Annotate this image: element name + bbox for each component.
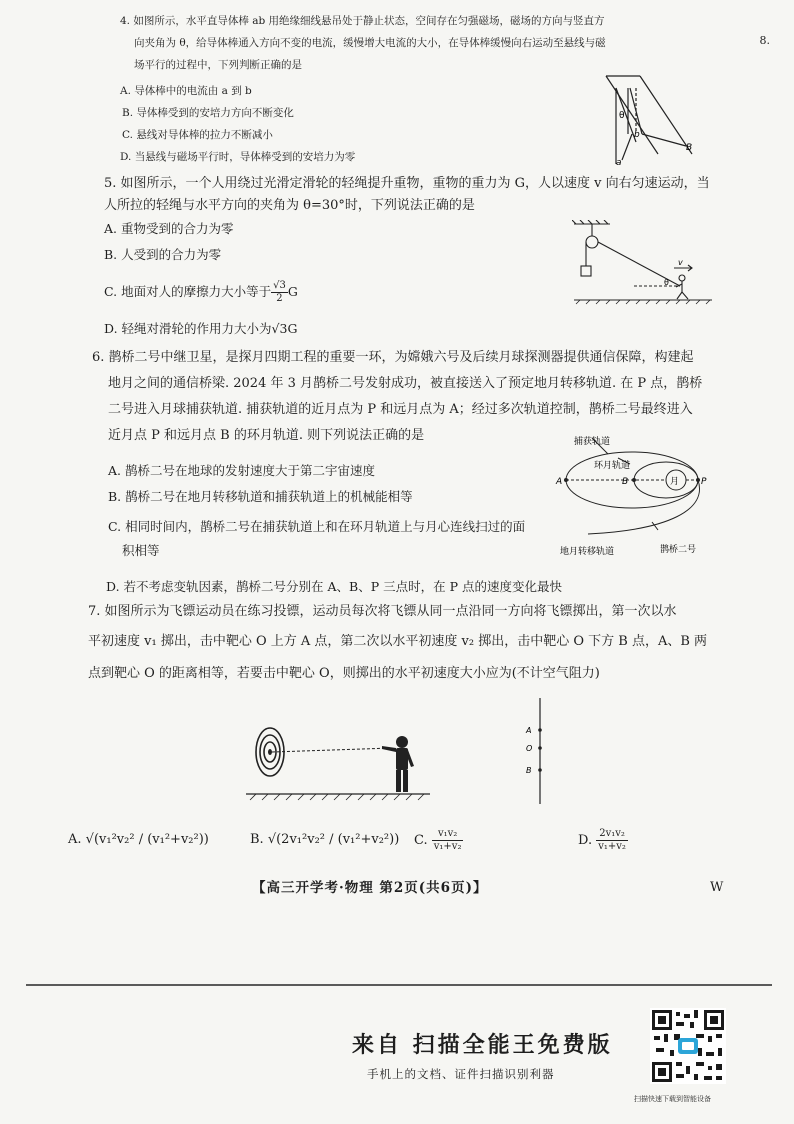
q6-moon-label: 月 <box>670 477 680 487</box>
q5-option-c-numerator: √3 <box>273 280 286 291</box>
q5-option-c-tail: G <box>287 284 298 299</box>
q6-stem-line-3: 二号进入月球捕获轨道. 捕获轨道的近月点为 P 和远月点为 A；经过多次轨道控制，鹊桥二号最终进入 <box>108 402 693 417</box>
q4-option-b: B. 导体棒受到的安培力方向不断变化 <box>122 107 294 119</box>
q7-point-b-label: B <box>526 766 532 775</box>
q6-satellite-label: 鹊桥二号 <box>660 545 697 555</box>
page-footer: 【高三开学考·物理 第2页(共6页)】 <box>252 880 488 896</box>
q5-option-c-text: C. 地面对人的摩擦力大小等于 <box>104 284 272 299</box>
q5-option-a: A. 重物受到的合力为零 <box>104 221 234 236</box>
q6-option-c: C. 相同时间内，鹊桥二号在捕获轨道上和在环月轨道上与月心连线扫过的面 <box>108 519 526 534</box>
q6-option-c-cont: 积相等 <box>122 543 160 558</box>
q7-answer-b-expr: √(2v₁²v₂² / (v₁²+v₂²)) <box>267 832 400 847</box>
q7-answer-a-letter: A. <box>68 832 82 847</box>
q5-option-c-fraction <box>271 280 288 305</box>
corner-mark: 8. <box>759 34 770 47</box>
q5-option-b: B. 人受到的合力为零 <box>104 247 222 262</box>
q6-option-a: A. 鹊桥二号在地球的发射速度大于第二宇宙速度 <box>108 463 375 478</box>
q7-stem-line-1: 7. 如图所示为飞镖运动员在练习投镖，运动员每次将飞镖从同一点沿同一方向将飞镖掷出，第一次以水 <box>88 604 677 619</box>
q4-b-label: b <box>634 130 640 140</box>
q6-orbit-figure <box>548 430 722 560</box>
q6-point-b-label: B <box>622 477 629 487</box>
q7-answer-c-fraction <box>432 828 464 853</box>
q7-target-line-figure <box>522 696 552 806</box>
q7-stem-line-2: 平初速度 v₁ 掷出，击中靶心 O 上方 A 点，第二次以水平初速度 v₂ 掷出，击中靶心 O 下方 B 点，A、B 两 <box>88 634 708 649</box>
q7-answer-c-letter: C. <box>414 833 428 848</box>
q5-theta-label: θ <box>664 278 669 287</box>
q4-option-c: C. 悬线对导体棒的拉力不断减小 <box>122 129 273 141</box>
q5-stem-line-1: 5. 如图所示，一个人用绕过光滑定滑轮的轻绳提升重物，重物的重力为 G，人以速度 v 向右匀速运动，当 <box>104 176 710 191</box>
q7-answer-d-denominator: v₁+v₂ <box>598 841 626 852</box>
q4-option-d: D. 当悬线与磁场平行时，导体棒受到的安培力为零 <box>120 151 356 163</box>
q5-figure <box>572 220 718 312</box>
q7-answer-b <box>250 832 399 847</box>
q7-answer-d <box>578 828 628 853</box>
q5-option-c-denominator: 2 <box>276 293 283 304</box>
q6-lunar-orbit-label: 环月轨道 <box>594 461 631 471</box>
q6-capture-orbit-label: 捕获轨道 <box>574 437 611 447</box>
q4-stem-line-2: 向夹角为 θ，给导体棒通入方向不变的电流，缓慢增大电流的大小，在导体棒缓慢向右运动至悬线与磁 <box>134 37 606 49</box>
q4-B-label: B <box>686 143 693 153</box>
scan-divider <box>26 984 772 986</box>
q7-point-a-label: A <box>526 726 532 735</box>
q7-stem-line-3: 点到靶心 O 的距离相等，若要击中靶心 O，则掷出的水平初速度大小应为(不计空气阻力) <box>88 666 600 681</box>
q5-velocity-label: v <box>678 258 683 267</box>
q6-option-d: D. 若不考虑变轨因素，鹊桥二号分别在 A、B、P 三点时，在 P 点的速度变化最快 <box>106 579 562 594</box>
q6-stem-line-1: 6. 鹊桥二号中继卫星，是探月四期工程的重要一环，为嫦娥六号及后续月球探测器提供通信保障，构建起 <box>92 350 694 365</box>
q7-answer-d-letter: D. <box>578 833 593 848</box>
q4-stem-line-3: 场平行的过程中，下列判断正确的是 <box>134 59 302 71</box>
q4-option-a: A. 导体棒中的电流由 a 到 b <box>120 85 252 97</box>
q5-stem-line-2: 人所拉的轻绳与水平方向的夹角为 θ=30°时，下列说法正确的是 <box>104 198 475 213</box>
q7-answer-c <box>414 828 463 853</box>
q7-answer-c-denominator: v₁+v₂ <box>433 841 462 852</box>
footer-mark: W <box>710 880 724 895</box>
q7-answer-c-numerator: v₁v₂ <box>432 828 464 841</box>
q5-option-c <box>104 280 298 305</box>
q6-stem-line-4: 近月点 P 和远月点 B 的环月轨道. 则下列说法正确的是 <box>108 428 425 443</box>
scanner-title: 来自 扫描全能王免费版 <box>352 1032 613 1058</box>
q4-a-label: a <box>616 158 622 168</box>
q7-answer-d-fraction <box>596 828 628 853</box>
q7-dart-figure <box>244 722 434 806</box>
q7-answer-b-letter: B. <box>250 832 264 847</box>
q6-stem-line-2: 地月之间的通信桥梁. 2024 年 3 月鹊桥二号发射成功，被直接送入了预定地月转移轨道. 在 P 点，鹊桥 <box>108 376 703 391</box>
q6-point-a-label: A <box>556 477 563 487</box>
qr-caption: 扫描快速下载到智能设备 <box>634 1095 711 1103</box>
q4-theta-label: θ <box>619 111 625 121</box>
q4-stem-line-1: 4. 如图所示，水平直导体棒 ab 用绝缘细线悬吊处于静止状态，空间存在匀强磁场，磁场的方向与竖直方 <box>120 15 605 27</box>
q7-point-o-label: O <box>526 744 533 753</box>
scanner-subtitle: 手机上的文档、证件扫描识别利器 <box>367 1067 555 1081</box>
q6-transfer-orbit-label: 地月转移轨道 <box>560 547 615 557</box>
q7-answer-d-numerator: 2v₁v₂ <box>596 828 628 841</box>
q5-option-d: D. 轻绳对滑轮的作用力大小为√3G <box>104 321 298 336</box>
q6-option-b: B. 鹊桥二号在地月转移轨道和捕获轨道上的机械能相等 <box>108 489 413 504</box>
q7-answer-a-expr: √(v₁²v₂² / (v₁²+v₂²)) <box>85 832 209 847</box>
qr-code[interactable] <box>650 1008 726 1084</box>
q4-figure <box>596 72 700 168</box>
q7-answer-a <box>68 832 209 847</box>
q6-point-p-label: P <box>701 477 707 487</box>
